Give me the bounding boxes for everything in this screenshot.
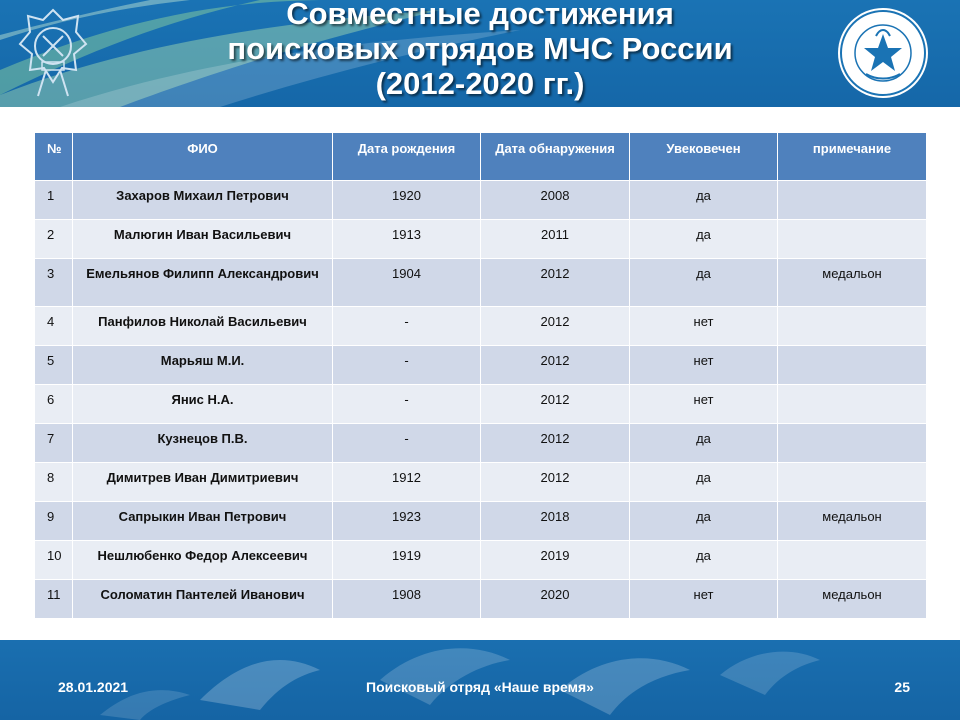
findings-table-wrapper xyxy=(34,132,926,619)
row-discovery: 2012 xyxy=(481,385,630,424)
row-memorialized: нет xyxy=(630,385,778,424)
search-team-emblem-icon xyxy=(836,6,930,100)
row-number: 8 xyxy=(35,463,73,502)
header-birth-date: Дата рождения xyxy=(333,133,481,181)
row-note xyxy=(778,181,927,220)
row-discovery: 2012 xyxy=(481,307,630,346)
row-birth: 1923 xyxy=(333,502,481,541)
row-discovery: 2008 xyxy=(481,181,630,220)
footer-team-name: Поисковый отряд «Наше время» xyxy=(366,679,594,695)
row-birth: - xyxy=(333,307,481,346)
title-line-2: поисковых отрядов МЧС России xyxy=(227,31,733,66)
row-birth: 1904 xyxy=(333,259,481,307)
page-number: 25 xyxy=(894,679,910,695)
row-number: 4 xyxy=(35,307,73,346)
table-row xyxy=(35,346,927,385)
table-row xyxy=(35,385,927,424)
row-birth: 1908 xyxy=(333,580,481,619)
row-name: Димитрев Иван Димитриевич xyxy=(73,463,333,502)
row-name: Кузнецов П.В. xyxy=(73,424,333,463)
row-number: 7 xyxy=(35,424,73,463)
table-row xyxy=(35,259,927,307)
row-note xyxy=(778,346,927,385)
row-number: 1 xyxy=(35,181,73,220)
row-name: Сапрыкин Иван Петрович xyxy=(73,502,333,541)
row-memorialized: нет xyxy=(630,580,778,619)
table-row xyxy=(35,580,927,619)
row-discovery: 2019 xyxy=(481,541,630,580)
row-discovery: 2020 xyxy=(481,580,630,619)
table-row xyxy=(35,220,927,259)
row-name: Захаров Михаил Петрович xyxy=(73,181,333,220)
row-birth: 1913 xyxy=(333,220,481,259)
row-name: Янис Н.А. xyxy=(73,385,333,424)
row-number: 6 xyxy=(35,385,73,424)
row-memorialized: да xyxy=(630,463,778,502)
row-note xyxy=(778,541,927,580)
slide-footer xyxy=(0,640,960,720)
row-note: медальон xyxy=(778,502,927,541)
row-name: Нешлюбенко Федор Алексеевич xyxy=(73,541,333,580)
row-birth: 1920 xyxy=(333,181,481,220)
row-memorialized: да xyxy=(630,424,778,463)
row-number: 5 xyxy=(35,346,73,385)
row-memorialized: да xyxy=(630,502,778,541)
table-row xyxy=(35,424,927,463)
row-name: Марьяш М.И. xyxy=(73,346,333,385)
table-row xyxy=(35,541,927,580)
row-birth: - xyxy=(333,424,481,463)
table-row xyxy=(35,307,927,346)
row-note: медальон xyxy=(778,580,927,619)
row-memorialized: да xyxy=(630,220,778,259)
row-memorialized: нет xyxy=(630,307,778,346)
row-memorialized: нет xyxy=(630,346,778,385)
title-line-3: (2012-2020 гг.) xyxy=(375,66,585,101)
header-discovery-date: Дата обнаружения xyxy=(481,133,630,181)
row-discovery: 2011 xyxy=(481,220,630,259)
slide-title xyxy=(130,0,830,101)
row-birth: - xyxy=(333,346,481,385)
row-name: Панфилов Николай Васильевич xyxy=(73,307,333,346)
row-memorialized: да xyxy=(630,259,778,307)
row-name: Малюгин Иван Васильевич xyxy=(73,220,333,259)
row-note xyxy=(778,463,927,502)
row-note xyxy=(778,424,927,463)
row-birth: 1912 xyxy=(333,463,481,502)
row-birth: - xyxy=(333,385,481,424)
row-birth: 1919 xyxy=(333,541,481,580)
row-name: Емельянов Филипп Александрович xyxy=(73,259,333,307)
row-note: медальон xyxy=(778,259,927,307)
title-line-1: Совместные достижения xyxy=(286,0,674,31)
header-name: ФИО xyxy=(73,133,333,181)
row-note xyxy=(778,385,927,424)
row-discovery: 2012 xyxy=(481,346,630,385)
footer-date: 28.01.2021 xyxy=(58,679,129,695)
table-header-row xyxy=(35,133,927,181)
row-number: 3 xyxy=(35,259,73,307)
row-note xyxy=(778,307,927,346)
row-number: 10 xyxy=(35,541,73,580)
row-number: 2 xyxy=(35,220,73,259)
row-memorialized: да xyxy=(630,541,778,580)
nkvd-badge-icon xyxy=(18,6,88,98)
table-row xyxy=(35,181,927,220)
table-row xyxy=(35,463,927,502)
header-note: примечание xyxy=(778,133,927,181)
slide-header xyxy=(0,0,960,107)
findings-table xyxy=(34,132,927,619)
row-discovery: 2012 xyxy=(481,424,630,463)
row-discovery: 2012 xyxy=(481,259,630,307)
row-discovery: 2018 xyxy=(481,502,630,541)
row-number: 11 xyxy=(35,580,73,619)
header-number: № xyxy=(35,133,73,181)
row-memorialized: да xyxy=(630,181,778,220)
row-name: Соломатин Пантелей Иванович xyxy=(73,580,333,619)
header-memorialized: Увековечен xyxy=(630,133,778,181)
row-discovery: 2012 xyxy=(481,463,630,502)
table-row xyxy=(35,502,927,541)
row-number: 9 xyxy=(35,502,73,541)
row-note xyxy=(778,220,927,259)
